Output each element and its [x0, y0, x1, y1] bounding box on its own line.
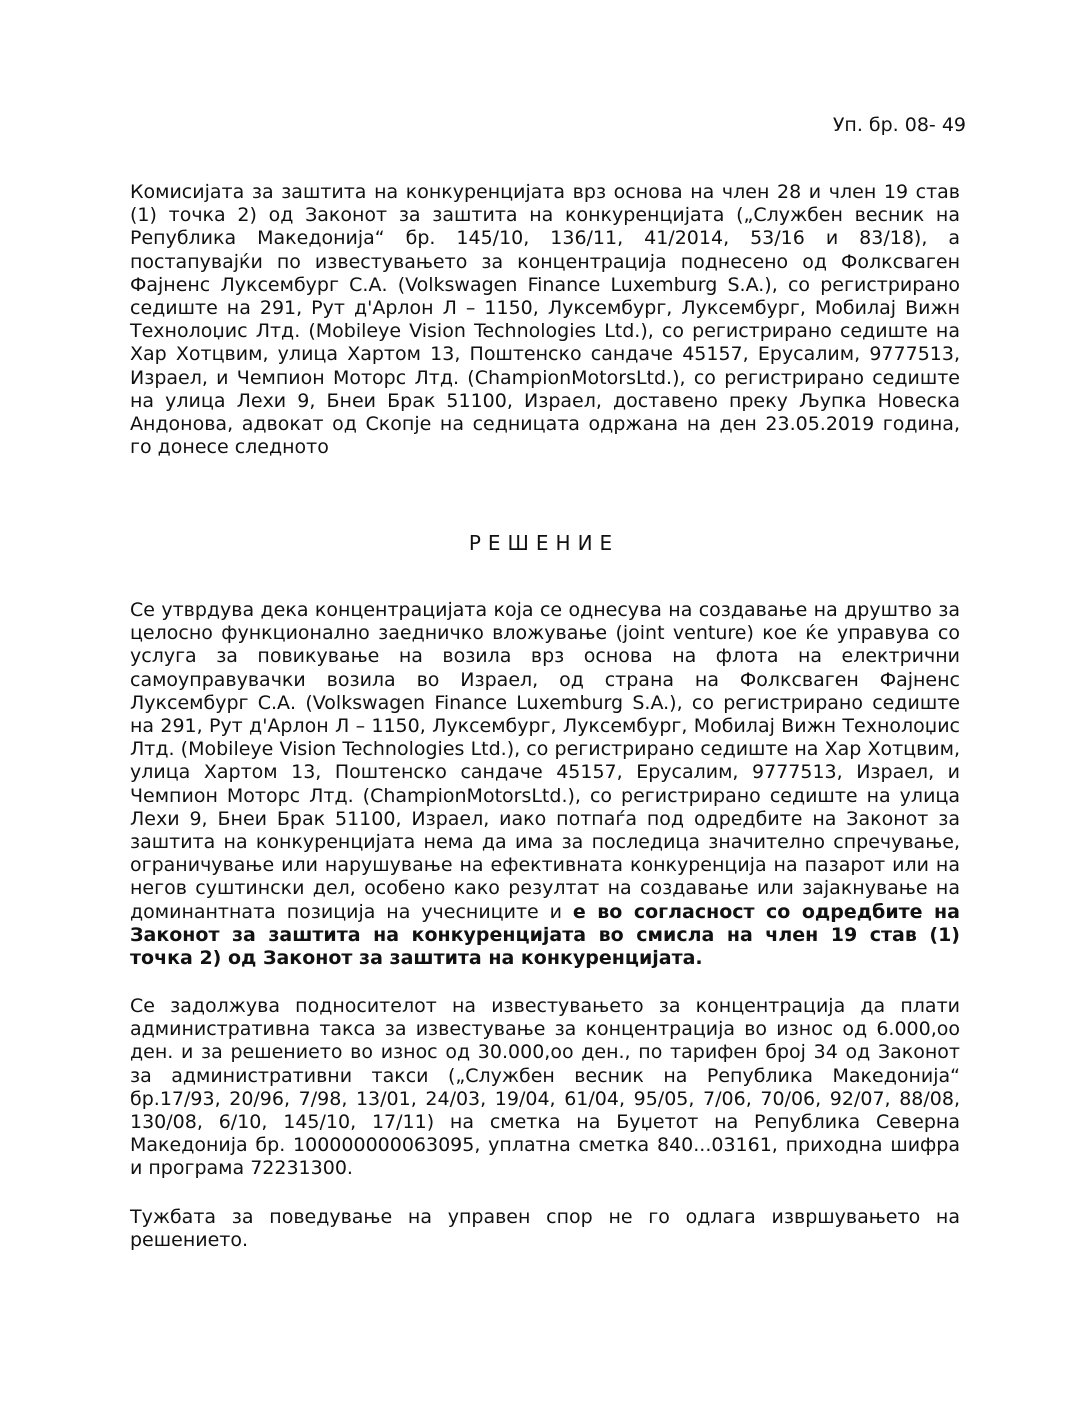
intro-paragraph: Комисијата за заштита на конкуренцијата врз основа на член 28 и член 19 став (1) точка 2) од Законот за заштита на конкуренцијата („Службен весник на Република Македонија“ бр. 145/10, 136/11, 41/2014, 53/16 и 83/18), а постапувајќи по известувањето за концентрација поднесено од Фолксваген Фајненс Луксембург С.А. (Volkswagen Finance Luxemburg S.A.), со регистрирано седиште на 291, Рут д'Арлон Л – 1150, Луксембург, Луксембург, Мобилај Вижн Технолоџис Лтд. (Mobileye Vision Technologies Ltd.), со регистрирано седиште на Хар Хотцвим, улица Хартом 13, Поштенско сандаче 45157, Ерусалим, 9777513, Израел, и Чемпион Моторс Лтд. (ChampionMotorsLtd.), со регистрирано седиште на улица Лехи 9, Бнеи Брак 51100, Израел, доставено преку Љупка Новеска Андонова, адвокат од Скопје на седницата одржана на ден 23.05.2019 година, го донесе следното	[130, 181, 960, 459]
decision-paragraph-1	[130, 599, 960, 970]
decision-title: РЕШЕНИЕ	[468, 531, 620, 555]
reference-number: Уп. бр. 08- 49	[832, 114, 966, 136]
decision-paragraph-1-text: Се утврдува дека концентрацијата која се однесува на создавање на друштво за целосно функционално заедничко вложување (joint venture) кое ќе управува со услуга за повикување на возила врз основа на флота на електрични самоуправувачки возила во Израел, од страна на Фолксваген Фајненс Луксембург С.А. (Volkswagen Finance Luxemburg S.A.), со регистрирано седиште на 291, Рут д'Арлон Л – 1150, Луксембург, Луксембург, Мобилај Вижн Технолоџис Лтд. (Mobileye Vision Technologies Ltd.), со регистрирано седиште на Хар Хотцвим, улица Хартом 13, Поштенско сандаче 45157, Ерусалим, 9777513, Израел, и Чемпион Моторс Лтд. (ChampionMotorsLtd.), со регистрирано седиште на улица Лехи 9, Бнеи Брак 51100, Израел, иако потпаѓа под одредбите на Законот за заштита на конкуренцијата нема да има за последица значително спречување, ограничување или нарушување на ефективната конкуренција на пазарот или на негов суштински дел, особено како резултат на создавање или зајакнување на доминантната позиција на учесниците и	[130, 599, 960, 923]
appeal-paragraph: Тужбата за поведување на управен спор не го одлага извршувањето на решението.	[130, 1206, 960, 1252]
decision-paragraph-1-bold: е во согласност со одредбите на Законот за заштита на конкуренцијата во смисла на член 19 став (1) точка 2) од Законот за заштита на конкуренцијата.	[130, 900, 960, 970]
fee-paragraph: Се задолжува подносителот на известувањето за концентрација да плати административна такса за известување за концентрација во износ од 6.000,оо ден. и за решението во износ од 30.000,оо ден., по тарифен број 34 од Законот за административни такси („Службен весник на Република Македонија“ бр.17/93, 20/96, 7/98, 13/01, 24/03, 19/04, 61/04, 95/05, 7/06, 70/06, 92/07, 88/08, 130/08, 6/10, 145/10, 17/11) на сметка на Буџетот на Република Северна Македонија бр. 100000000063095, уплатна сметка 840...03161, приходна шифра и програма 72231300.	[130, 995, 960, 1180]
